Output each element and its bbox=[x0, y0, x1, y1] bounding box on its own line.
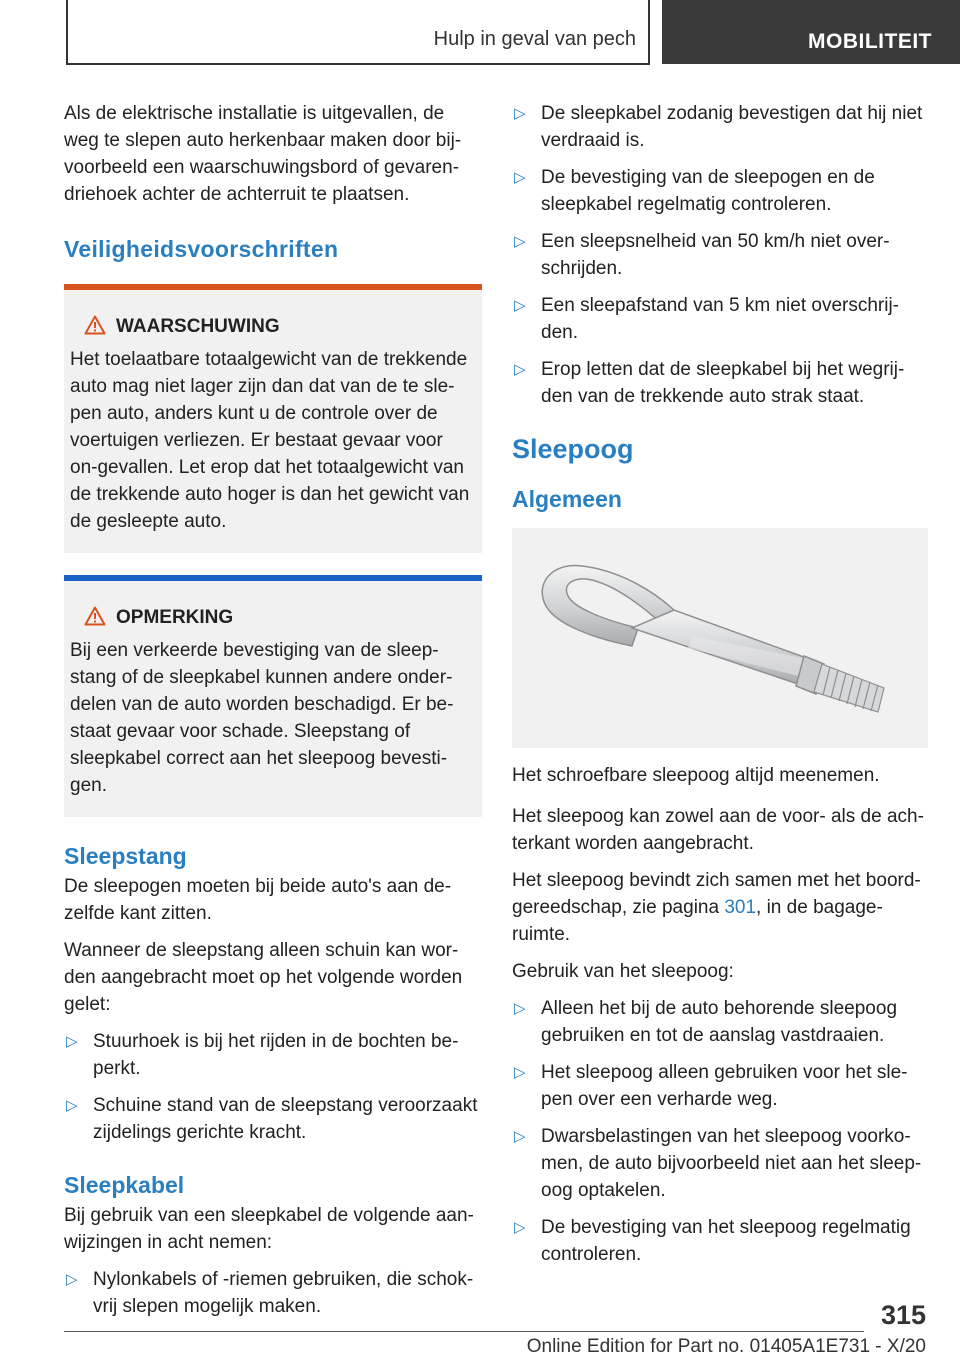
list-item-text: Erop letten dat de sleepkabel bij het wegrij-den van de trekkende auto strak staat. bbox=[541, 359, 905, 407]
towbar-paragraph-2: Wanneer de sleepstang alleen schuin kan wor-den aangebracht moet op het volgende worden gelet: bbox=[64, 940, 463, 1015]
list-item-text: Stuurhoek is bij het rijden in de bochten be-perkt. bbox=[93, 1031, 459, 1079]
footer-edition: Online Edition for Part no. 01405A1E731 - X/20 bbox=[526, 1336, 926, 1357]
paragraph-4: Gebruik van het sleepoog: bbox=[512, 961, 734, 982]
triangle-bullet-icon: ▷ bbox=[514, 233, 526, 250]
intro-paragraph: Als de elektrische installatie is uitgevallen, de weg te slepen auto herkenbaar maken door bij-voorbeeld een waarschuwingsbord of gevaren-driehoek achter de achterruit te plaatsen. bbox=[64, 103, 462, 205]
list-item-text: Een sleepsnelheid van 50 km/h niet over-schrijden. bbox=[541, 231, 890, 279]
list-item-text: Nylonkabels of -riemen gebruiken, die schok-vrij slepen mogelijk maken. bbox=[93, 1269, 474, 1317]
triangle-bullet-icon: ▷ bbox=[514, 1128, 526, 1145]
triangle-bullet-icon: ▷ bbox=[514, 169, 526, 186]
list-item-text: Het sleepoog alleen gebruiken voor het sle-pen over een verharde weg. bbox=[541, 1062, 908, 1110]
triangle-bullet-icon: ▷ bbox=[514, 361, 526, 378]
cable-list-continued bbox=[512, 100, 930, 410]
right-column bbox=[512, 100, 930, 1278]
list-item bbox=[64, 1266, 482, 1320]
paragraph-1: Het schroefbare sleepoog altijd meenemen. bbox=[512, 765, 880, 786]
cable-heading: Sleepkabel bbox=[64, 1172, 185, 1198]
paragraph-2: Het sleepoog kan zowel aan de voor- als de ach-terkant worden aangebracht. bbox=[512, 806, 924, 854]
warning-triangle-icon bbox=[84, 315, 106, 335]
list-item-text: Schuine stand van de sleepstang veroorzaakt zijdelings gerichte kracht. bbox=[93, 1095, 478, 1143]
usage-list bbox=[512, 995, 930, 1268]
page-link[interactable]: 301 bbox=[724, 897, 757, 918]
note-text: Bij een verkeerde bevestiging van de sleep-stang of de sleepkabel kunnen andere onder-delen van de auto worden beschadigd. Er be-staat gevaar voor schade. Sleepstang of sleepkabel correct aan het sleepoog bevesti-gen. bbox=[70, 640, 454, 796]
list-item-text: De bevestiging van het sleepoog regelmatig controleren. bbox=[541, 1217, 911, 1265]
list-item-text: De bevestiging van de sleepogen en de sleepkabel regelmatig controleren. bbox=[541, 167, 875, 215]
paragraph-3-text: Het sleepoog bevindt zich samen met het boord-gereedschap, zie pagina bbox=[512, 870, 921, 918]
triangle-bullet-icon: ▷ bbox=[514, 297, 526, 314]
note-box bbox=[64, 575, 482, 817]
header-chapter-tab: MOBILITEIT bbox=[662, 0, 960, 64]
header-rule-bottom bbox=[66, 63, 650, 65]
list-item-text: De sleepkabel zodanig bevestigen dat hij niet verdraaid is. bbox=[541, 103, 923, 151]
warning-title bbox=[70, 314, 474, 340]
list-item-text: Dwarsbelastingen van het sleepoog voorko-men, de auto bijvoorbeeld niet aan het sleep-oog optakelen. bbox=[541, 1126, 922, 1201]
triangle-bullet-icon: ▷ bbox=[514, 1000, 526, 1017]
towbar-paragraph-1: De sleepogen moeten bij beide auto's aan de-zelfde kant zitten. bbox=[64, 876, 452, 924]
triangle-bullet-icon: ▷ bbox=[66, 1271, 78, 1288]
warning-box bbox=[64, 284, 482, 553]
list-item bbox=[64, 1028, 482, 1082]
towing-eye-icon bbox=[512, 528, 928, 748]
list-item bbox=[512, 164, 930, 218]
cable-paragraph: Bij gebruik van een sleepkabel de volgende aan-wijzingen in acht nemen: bbox=[64, 1205, 474, 1253]
towbar-list bbox=[64, 1028, 482, 1146]
safety-heading: Veiligheidsvoorschriften bbox=[64, 236, 339, 262]
list-item bbox=[512, 1123, 930, 1204]
paragraph-3-text-end: , in de bagage-ruimte. bbox=[512, 897, 883, 945]
list-item-text: Een sleepafstand van 5 km niet overschrij-den. bbox=[541, 295, 900, 343]
towing-eye-heading: Sleepoog bbox=[512, 434, 634, 464]
header-rule-mid bbox=[648, 0, 650, 64]
paragraph-3 bbox=[512, 867, 930, 948]
triangle-bullet-icon: ▷ bbox=[66, 1033, 78, 1050]
list-item bbox=[512, 292, 930, 346]
triangle-bullet-icon: ▷ bbox=[514, 105, 526, 122]
header-section-title: Hulp in geval van pech bbox=[433, 28, 636, 50]
list-item-text: Alleen het bij de auto behorende sleepoog gebruiken en tot de aanslag vastdraaien. bbox=[541, 998, 898, 1046]
note-title-text: OPMERKING bbox=[116, 607, 234, 628]
towing-eye-illustration bbox=[512, 528, 928, 748]
list-item bbox=[512, 228, 930, 282]
list-item bbox=[512, 356, 930, 410]
left-column bbox=[64, 100, 482, 1330]
warning-text: Het toelaatbare totaalgewicht van de trekkende auto mag niet lager zijn dan dat van de te sle-pen auto, anders kunt u de controle over de voertuigen verliezen. Er bestaat gevaar voor on-gevallen. Let erop dat het totaalgewicht van de trekkende auto hoger is dan het gewicht van de gesleepte auto. bbox=[70, 349, 470, 532]
footer-rule bbox=[64, 1331, 864, 1332]
list-item bbox=[512, 1214, 930, 1268]
list-item bbox=[512, 1059, 930, 1113]
towbar-heading: Sleepstang bbox=[64, 843, 187, 869]
page-number: 315 bbox=[880, 1300, 926, 1330]
note-title bbox=[70, 605, 474, 631]
general-heading: Algemeen bbox=[512, 486, 622, 512]
warning-title-text: WAARSCHUWING bbox=[116, 316, 280, 337]
list-item bbox=[64, 1092, 482, 1146]
triangle-bullet-icon: ▷ bbox=[66, 1097, 78, 1114]
cable-list bbox=[64, 1266, 482, 1320]
triangle-bullet-icon: ▷ bbox=[514, 1219, 526, 1236]
list-item bbox=[512, 100, 930, 154]
warning-triangle-icon bbox=[84, 606, 106, 626]
list-item bbox=[512, 995, 930, 1049]
triangle-bullet-icon: ▷ bbox=[514, 1064, 526, 1081]
header-rule-left bbox=[66, 0, 68, 64]
